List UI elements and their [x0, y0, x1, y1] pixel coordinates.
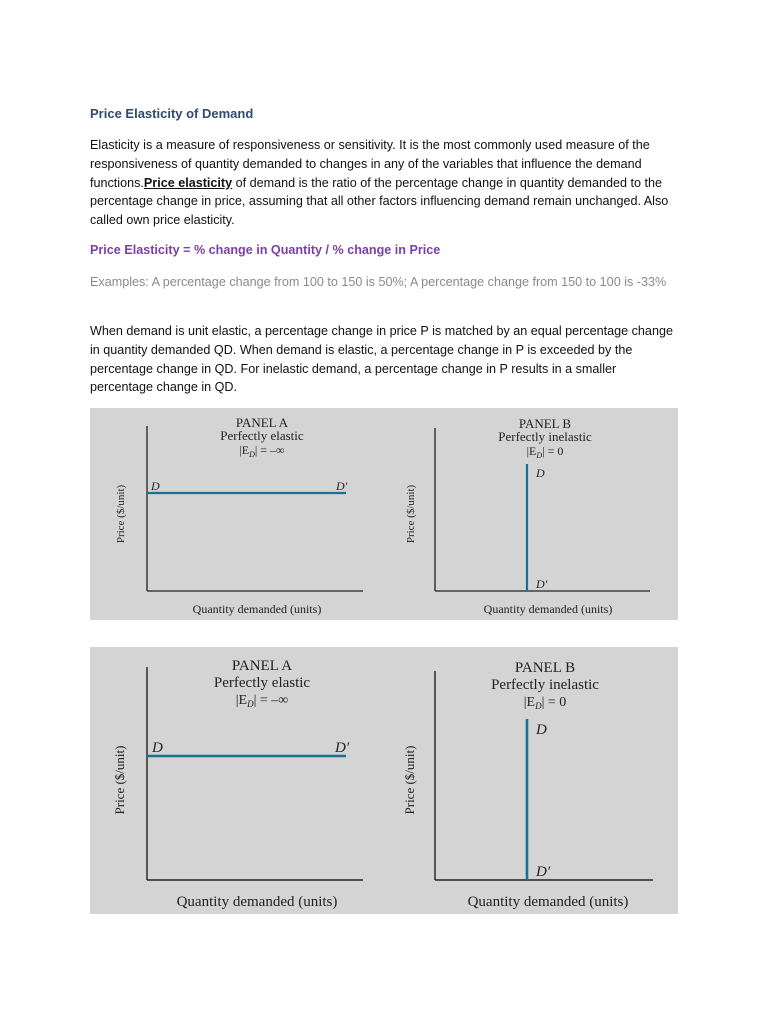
panel-a-x-label: Quantity demanded (units) [192, 602, 322, 616]
panel-a [115, 415, 363, 616]
elasticity-formula: Price Elasticity = % change in Quantity / % change in Price [90, 243, 441, 257]
panel-a-title: PANEL A [231, 658, 293, 674]
paragraph-unit-elastic: When demand is unit elastic, a percentage change in price P is matched by an equal percentage change in quantity demanded QD. When demand is elastic, a percentage change in P is exceeded by the percentage change in QD. For inelastic demand, a percentage change in P results in a smaller percentage change in QD. [90, 324, 673, 395]
panel-a-subtitle: Perfectly elastic [220, 428, 304, 443]
panel-b-y-label: Price ($/unit) [405, 484, 417, 544]
panel-a-x-label: Quantity demanded (units) [176, 894, 338, 910]
panel-a-subtitle: Perfectly elastic [213, 675, 311, 691]
panel-a-elasticity: $|E_D|$ = –∞ [239, 443, 285, 459]
paragraph1-part2: of demand is the ratio of the percentage change in quantity demanded to the percentage change in price, assuming that all other factors influencing demand remain unchanged. Also called own price elasticity. [90, 175, 669, 228]
price-elasticity-link[interactable]: Price elasticity [143, 175, 233, 190]
panel-b-curve-start-label: D [536, 722, 547, 738]
panel-b-elasticity: $|E_D| = 0$ [526, 444, 564, 460]
panel-a-curve-end-label: D′ [336, 479, 348, 493]
examples-text: Examples: A percentage change from 100 to 150 is 50%; A percentage change from 150 to 100 is -33% [90, 275, 667, 289]
panel-b [402, 660, 653, 910]
panel-a [112, 658, 363, 910]
paragraph-elasticity-definition [90, 136, 680, 230]
panel-b-y-label: Price ($/unit) [402, 745, 417, 815]
panel-b-subtitle: Perfectly inelastic [491, 677, 599, 693]
panel-b-x-label: Quantity demanded (units) [483, 602, 613, 616]
panel-b-elasticity: $|E_D| = 0$ [523, 695, 567, 711]
panel-a-curve-start-label: D [152, 740, 163, 756]
panel-b-curve-end-label: D′ [536, 577, 548, 591]
document-heading: Price Elasticity of Demand [90, 106, 254, 121]
figure-1-svg [90, 408, 678, 620]
panel-a-y-label: Price ($/unit) [112, 745, 127, 815]
panel-a-title: PANEL A [235, 415, 289, 430]
panel-b-title: PANEL B [514, 660, 576, 676]
panel-a-curve-start-label: D [151, 479, 160, 493]
panel-b [405, 416, 650, 616]
panel-b-curve-start-label: D [536, 466, 545, 480]
panel-b-subtitle: Perfectly inelastic [498, 429, 592, 444]
panel-a-y-label: Price ($/unit) [115, 484, 127, 544]
panel-b-curve-end-label: D′ [536, 864, 551, 880]
panel-a-curve-end-label: D′ [335, 740, 350, 756]
paragraph1-part1: Elasticity is a measure of responsiveness or sensitivity. It is the most commonly used measure of the responsiveness of quantity demanded to changes in any of the variables that influence the demand functions. [90, 138, 650, 190]
elasticity-figure-2 [90, 647, 678, 914]
panel-b-x-label: Quantity demanded (units) [467, 894, 629, 910]
figure-2-svg [90, 647, 678, 914]
panel-a-elasticity: $|E_D|$ = –∞ [235, 693, 289, 709]
panel-b-title: PANEL B [518, 416, 572, 431]
elasticity-figure-1 [90, 408, 678, 620]
